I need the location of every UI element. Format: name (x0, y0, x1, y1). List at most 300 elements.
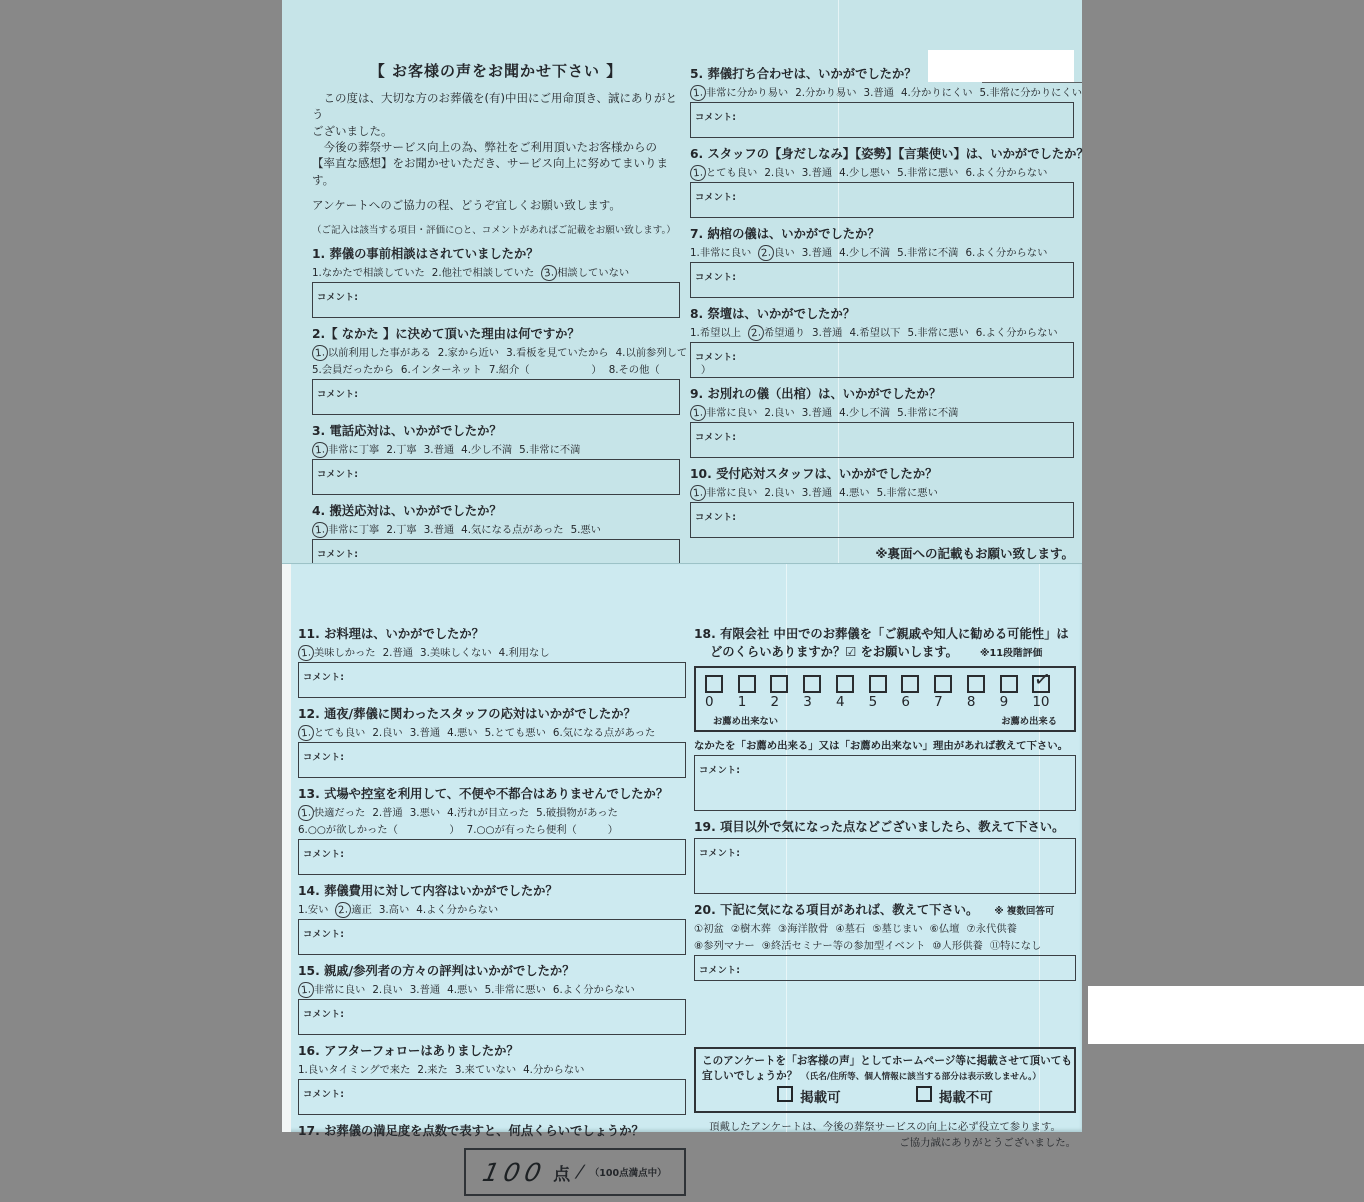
option-text: 以前参列して (625, 346, 688, 359)
comment-label: コメント: (317, 548, 358, 560)
question-title: 12. 通夜/葬儀に関わったスタッフの応対はいかがでしたか？ (298, 707, 636, 721)
question-title: 14. 葬儀費用に対して内容はいかがでしたか？ (298, 884, 558, 898)
scale-cell (934, 675, 967, 710)
option (764, 404, 794, 419)
option-circled (335, 901, 371, 916)
question-title-continued: どのくらいありますか？☑ をお願いします。 (710, 645, 958, 659)
option (298, 901, 328, 916)
question-title-row (690, 464, 1074, 482)
option-line (690, 164, 1074, 179)
checkmark-icon: ✓ (1032, 665, 1053, 693)
option-number: 4. (839, 247, 849, 259)
option-text: 非常に分かり易い (705, 87, 789, 99)
comment-box (690, 182, 1074, 218)
option (485, 981, 546, 996)
option-text: 希望以下 (859, 327, 901, 339)
option (401, 361, 482, 376)
option-text: 少し不満 (470, 443, 513, 456)
option (980, 84, 1083, 99)
checkbox-icon (934, 675, 952, 693)
option (872, 920, 922, 935)
scale-cell (705, 675, 738, 710)
questions-1-4 (312, 244, 712, 575)
circle-mark: 1. (297, 804, 314, 822)
option-text: 海洋散骨 (787, 923, 829, 935)
option-number: ⑥ (929, 923, 939, 935)
option (553, 981, 635, 996)
checkbox-icon (1032, 665, 1053, 693)
scale-cell (738, 675, 771, 710)
option-number: 3. (801, 407, 812, 419)
comment-box (298, 839, 686, 875)
intro-line: ございました。 (312, 123, 393, 138)
option-circled (690, 164, 757, 179)
option-text: 永代供養 (975, 923, 1017, 935)
question-18-block (694, 624, 1076, 811)
option (849, 324, 900, 339)
option-number: 2. (764, 167, 775, 179)
option-number: 1. (690, 247, 700, 259)
comment-label: コメント: (303, 672, 344, 683)
circle-mark: 1. (311, 521, 328, 539)
comment-label: コメント: (303, 849, 344, 860)
option-text: 少し不満 (848, 247, 891, 259)
option (694, 920, 724, 935)
option (461, 441, 512, 456)
option-text: 良い (774, 407, 795, 419)
question-title: 4. 搬送応対は、いかがでしたか？ (312, 503, 502, 518)
option-number: 5. (907, 327, 918, 339)
option-text: 非常に悪い (886, 487, 938, 499)
option (298, 1061, 410, 1076)
option-text: 普通 (382, 807, 403, 819)
question-title-row (312, 421, 680, 439)
option (461, 521, 563, 536)
handwritten-score: 100 (480, 1157, 550, 1187)
option-text: 紹介（ ） (498, 363, 602, 376)
comment-label: コメント: (317, 291, 358, 303)
option (298, 821, 460, 836)
page2-left-column (298, 624, 686, 1202)
option-text: 樹木葬 (740, 923, 771, 935)
option-text: 看板を見ていたから (515, 346, 609, 359)
option (835, 920, 865, 935)
question-title-row (690, 384, 1074, 402)
option-number: 6. (975, 327, 986, 339)
score-unit: 点 (553, 1164, 571, 1185)
comment-box (690, 262, 1074, 298)
option (372, 804, 402, 819)
circle-mark: 1. (689, 484, 706, 502)
option-number: 3. (812, 327, 822, 339)
option-text: とても悪い (494, 727, 546, 739)
question-title: 6. スタッフの【身だしなみ】【姿勢】【言葉使い】は、いかがでしたか？ (690, 147, 1089, 161)
option-text: 来ていない (464, 1064, 517, 1076)
checkbox-icon (1000, 675, 1018, 693)
option-text: よく分からない (562, 984, 635, 996)
option (519, 441, 580, 456)
option-number: 3. (506, 346, 516, 359)
option-text: 非常に悪い (917, 327, 969, 339)
option (447, 981, 477, 996)
comment-label: コメント: (695, 112, 736, 123)
question-side-note: ※ 複数回答可 (994, 906, 1055, 917)
option-circled (298, 644, 376, 659)
option-number: 5. (979, 87, 990, 99)
consent-deny-label: 掲載不可 (938, 1090, 993, 1106)
option-number: 3. (801, 167, 812, 179)
option (420, 644, 492, 659)
question-title: 7. 納棺の儀は、いかがでしたか？ (690, 227, 880, 241)
comment-label: コメント: (317, 388, 358, 400)
circle-mark: 2. (758, 244, 775, 262)
option-number: 5. (484, 984, 495, 996)
consent-question: 宜しいでしょうか？ (702, 1070, 798, 1082)
option-text: 仏壇 (938, 923, 960, 935)
recommendation-scale-box (694, 666, 1076, 732)
option-line (694, 920, 1076, 935)
question-title-row (312, 501, 680, 519)
option (901, 84, 973, 99)
option-circled (690, 404, 757, 419)
option-number: 2. (795, 87, 806, 99)
intro-line: 今後の葬祭サービス向上の為、弊社をご利用頂いたお客様からの (312, 139, 657, 154)
questions-5-10 (690, 64, 1089, 538)
questions-11-16 (298, 624, 686, 1115)
option (839, 484, 869, 499)
option-text: 良い (774, 167, 795, 179)
question-title-row (312, 324, 680, 342)
option-text: 悪い (848, 487, 870, 499)
option-line (690, 404, 1074, 419)
option-text: 非常に悪い (494, 984, 546, 996)
comment-label: コメント: (699, 765, 740, 776)
option-text: 美味しかった (313, 647, 376, 659)
scale-label-right: お薦め出来る (1001, 716, 1057, 727)
survey-title: 【 お客様の声をお聞かせ下さい 】 (369, 62, 623, 80)
option-text: 普通 (811, 487, 833, 499)
option-text: 普通 (433, 523, 455, 536)
option-text: 特になし (1000, 940, 1042, 952)
question-title-row (694, 900, 1076, 918)
option-text: 悪い (419, 807, 441, 819)
scale-note: ※11段階評価 (979, 648, 1043, 659)
intro-line: 【率直な感想】をお聞かせいただき、サービス向上に努めてまいります。 (312, 156, 669, 187)
option-number: 3. (409, 984, 420, 996)
option-number: 1. (298, 904, 308, 916)
option-line (312, 344, 688, 360)
option-text: 墓じまい (881, 923, 923, 935)
question-block (690, 224, 1074, 298)
consent-text-line2 (702, 1068, 1068, 1083)
option-circled (312, 521, 379, 536)
option (778, 920, 828, 935)
page1-right-column (690, 64, 1089, 562)
option-number: 4. (447, 984, 457, 996)
option-text: 非常に良い (699, 247, 752, 259)
checkbox-icon (869, 675, 887, 693)
question-title-row (694, 817, 1076, 835)
question-title: 15. 親戚/参列者の方々の評判はいかがでしたか？ (298, 964, 575, 978)
option-circled (541, 264, 629, 279)
consent-options (702, 1086, 1068, 1106)
question-block (312, 324, 712, 415)
question-title-row (690, 64, 1074, 82)
option-number: 1. (312, 266, 322, 279)
checkbox-icon (916, 1086, 932, 1102)
option-number: 6. (965, 167, 976, 179)
option-text: 普通 (811, 407, 833, 419)
option-number: 4. (849, 327, 860, 339)
option-text: 良い (774, 247, 795, 259)
question-title: 3. 電話応対は、いかがでしたか？ (312, 423, 502, 438)
page1-left-column (312, 60, 712, 581)
option-number: 2. (417, 1064, 428, 1076)
redacted-area-bottom (1088, 986, 1364, 1044)
question-block (690, 304, 1074, 378)
question-title-row (690, 144, 1089, 162)
option-circled (758, 244, 794, 259)
option-text: 丁寧 (396, 523, 417, 536)
option-number: ⑤ (872, 923, 882, 935)
comment-label: コメント: (303, 752, 344, 763)
option (424, 521, 454, 536)
option-text: 希望通り (763, 327, 806, 339)
scale-cell (901, 675, 934, 710)
option (694, 937, 755, 952)
option-circled (312, 441, 379, 456)
option-number: 7. (466, 824, 477, 836)
option (812, 324, 842, 339)
option-text: 普通 (392, 647, 414, 659)
checkbox-icon (967, 675, 985, 693)
option-number: 5. (536, 807, 546, 819)
option-number: 2. (372, 807, 383, 819)
option-number: 3. (378, 904, 389, 916)
option-text: 非常に悪い (907, 167, 959, 179)
option-text: よく分からない (985, 327, 1058, 339)
option (802, 244, 832, 259)
option-number: 3. (420, 647, 430, 659)
question-block (312, 244, 680, 318)
option-number: 2. (382, 647, 393, 659)
comment-label: コメント: (695, 352, 736, 363)
comment-label: コメント: (695, 192, 736, 203)
question-title: 17. お葬儀の満足度を点数で表すと、何点くらいでしょうか？ (298, 1124, 644, 1138)
question-title: 16. アフターフォローはありましたか？ (298, 1044, 519, 1058)
scale-cell (1000, 675, 1033, 710)
scale-number: 6 (901, 694, 910, 710)
option (432, 264, 535, 279)
scale-cell (1032, 665, 1065, 710)
comment-label: コメント: (699, 848, 740, 859)
question-title-row (298, 784, 686, 802)
checkbox-icon (836, 675, 854, 693)
circle-mark: 1. (689, 84, 706, 102)
option-text: 終活セミナー等の参加型イベント (770, 940, 926, 952)
option-circled (298, 804, 365, 819)
question-block (298, 961, 686, 1035)
option-number: 2. (764, 407, 775, 419)
publication-consent-box (694, 1047, 1076, 1113)
option-line (690, 484, 1074, 499)
comment-label: コメント: (303, 929, 344, 940)
option-text: とても良い (313, 727, 366, 739)
question-block (298, 1041, 686, 1115)
option (312, 264, 425, 279)
page2-right-column (694, 624, 1076, 1149)
option (438, 344, 499, 359)
option-text: 良い (774, 487, 795, 499)
option (839, 404, 890, 419)
circle-mark: 1. (689, 164, 706, 182)
option-number: 6. (400, 363, 411, 376)
option-text: 普通 (433, 443, 455, 456)
scale-number: 1 (737, 694, 747, 710)
request-line: アンケートへのご協力の程、どうぞ宜しくお願い致します。 (312, 197, 621, 212)
option (932, 937, 982, 952)
option (386, 521, 416, 536)
option-text: 会員だったから (321, 363, 394, 376)
consent-option-allow (777, 1086, 841, 1106)
option-text: ○○が有ったら便利（ ） (476, 824, 619, 836)
option (976, 324, 1058, 339)
option-number: 2. (386, 523, 397, 536)
option-text: なかたで相談していた (321, 266, 425, 279)
consent-allow-label: 掲載可 (800, 1090, 841, 1106)
option-number: 3. (423, 523, 434, 536)
option (447, 804, 529, 819)
option-line (312, 441, 680, 456)
option-number: 3. (409, 727, 420, 739)
option-number: 3. (454, 1064, 465, 1076)
comment-box (298, 919, 686, 955)
option-text: 非常に不満 (529, 443, 581, 456)
option-text: よく分からない (975, 247, 1048, 259)
comment-box (690, 342, 1074, 378)
option-number: 1. (690, 327, 700, 339)
option (417, 1061, 447, 1076)
scale-label-left: お薦め出来ない (713, 716, 779, 727)
option-text: 他社で相談していた (441, 266, 535, 279)
option (372, 724, 402, 739)
checkbox-icon (777, 1086, 793, 1102)
option-number: 4. (498, 647, 509, 659)
circle-mark: 2. (747, 324, 764, 342)
comment-box (694, 755, 1076, 811)
option-text: 人形供養 (941, 940, 983, 952)
option-number: 4. (461, 443, 471, 456)
option (379, 901, 409, 916)
option-number: 4. (839, 167, 849, 179)
question-title-row (298, 704, 686, 722)
scale-number: 7 (934, 694, 943, 710)
option-text: 非常に丁寧 (327, 443, 380, 456)
option (764, 484, 794, 499)
option-text: インターネット (410, 363, 482, 376)
comment-box (298, 1079, 686, 1115)
option-number: 8. (608, 363, 619, 376)
comment-label: コメント: (695, 512, 736, 523)
option-number: 4. (523, 1064, 533, 1076)
question-block (298, 881, 686, 955)
option (839, 164, 890, 179)
option (965, 244, 1047, 259)
option (897, 244, 958, 259)
comment-label: コメント: (303, 1009, 344, 1020)
question-block (312, 421, 680, 495)
option (764, 164, 794, 179)
option-number: 6. (552, 727, 563, 739)
option (897, 404, 958, 419)
scale-number: 2 (770, 694, 780, 710)
question-title-row (690, 224, 1074, 242)
option-number: ⑧ (694, 940, 704, 952)
option-text: 非常に分かりにくい (989, 87, 1083, 99)
comment-box (690, 422, 1074, 458)
option (372, 981, 402, 996)
circle-mark: 1. (297, 644, 314, 662)
comment-box (298, 742, 686, 778)
question-title: 13. 式場や控室を利用して、不便や不都合はありませんでしたか？ (298, 787, 669, 801)
scanned-survey-document (282, 0, 1089, 1187)
option-text: 非常に良い (313, 984, 366, 996)
option (930, 920, 960, 935)
option-number: 5. (484, 727, 495, 739)
option-text: とても良い (705, 167, 758, 179)
option-number: 6. (965, 247, 976, 259)
comment-box (694, 955, 1076, 981)
option-line (312, 521, 680, 536)
option (897, 164, 958, 179)
option-number: 2. (764, 487, 775, 499)
option (553, 724, 655, 739)
option (467, 821, 618, 836)
scale-labels (705, 713, 1065, 727)
question-title: 11. お料理は、いかがでしたか？ (298, 627, 484, 641)
scale-number: 8 (966, 694, 976, 710)
option-number: 2. (437, 346, 448, 359)
scale-number: 5 (868, 694, 878, 710)
option-number: 5. (897, 407, 907, 419)
option-line (298, 644, 686, 659)
circle-mark: 1. (689, 404, 706, 422)
option (386, 441, 416, 456)
option-number: 5. (897, 247, 907, 259)
option-text: 初盆 (703, 923, 724, 935)
scale-cell (836, 675, 869, 710)
comment-label: コメント: (303, 1089, 344, 1100)
option (802, 164, 832, 179)
option-number: 3. (801, 487, 812, 499)
option-circled (690, 484, 757, 499)
option-text: 良い (382, 727, 403, 739)
option-text: 非常に良い (705, 487, 758, 499)
privacy-note: （氏名/住所等、個人情報に該当する部分は表示致しません。） (801, 1072, 1042, 1082)
option-line (298, 724, 686, 739)
circle-mark: 1. (297, 724, 314, 742)
option-text: よく分からない (975, 167, 1048, 179)
option-text: 普通 (821, 327, 843, 339)
option-line (694, 937, 1076, 952)
option (965, 164, 1047, 179)
option-text: 気になる点があった (562, 727, 656, 739)
option-text: 快適だった (313, 807, 366, 819)
option (424, 441, 454, 456)
comment-box (298, 999, 686, 1035)
comment-box (312, 379, 680, 415)
survey-page-1 (282, 0, 1089, 563)
